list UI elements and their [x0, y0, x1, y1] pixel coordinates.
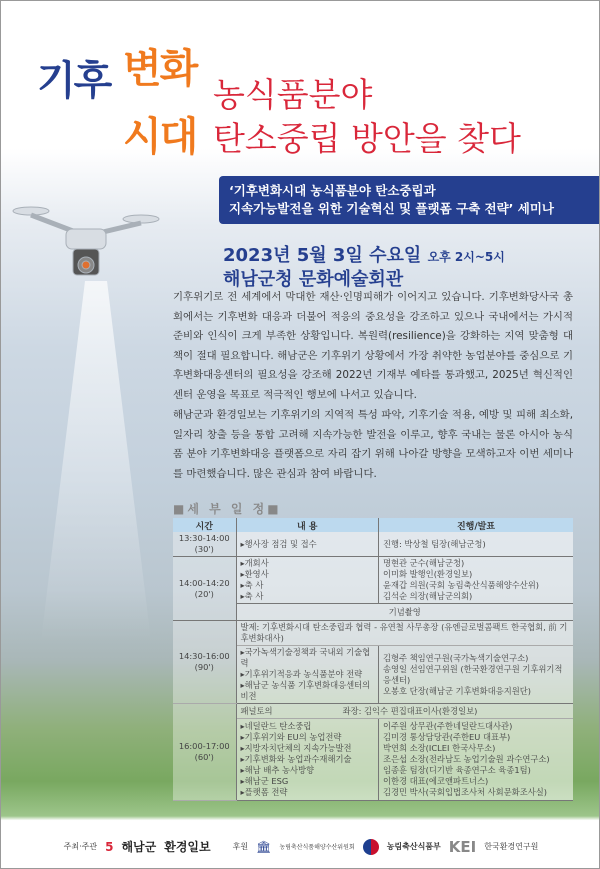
list-item: ▸국가녹색기술정책과 국내외 기술협력 [240, 647, 371, 668]
time-cell [173, 532, 236, 557]
kei-logo: KEI [448, 837, 477, 856]
headline-line2: 탄소중립 방안을 찾다 [213, 119, 521, 158]
list-item: 진행: 박상철 팀장(해남군청) [382, 538, 486, 549]
time-cell [173, 704, 236, 801]
drone-illustration [11, 181, 161, 301]
time: 14:00-14:20 [178, 577, 230, 588]
sponsor-label: 후원 [232, 842, 249, 851]
table-row [173, 557, 573, 604]
table-row [173, 704, 573, 719]
presenter-cell [378, 557, 573, 604]
host-hkbo: 환경일보 [164, 840, 211, 854]
content-cell [236, 532, 378, 557]
list-item: 오봉호 단장(해남군 기후변화대응지원단) [382, 685, 531, 696]
list-item: 김경민 박사(국회입법조사처 사회문화조사실) [382, 787, 547, 797]
host-haenam: 해남군 [121, 840, 157, 854]
list-item: ▸네덜란드 탄소중립 [240, 721, 312, 731]
presenter-cell [378, 646, 573, 704]
assembly-icon: 🏛 [256, 839, 272, 854]
list-item: ▸환영사 [240, 569, 269, 579]
haenam-logo-mark: 5 [105, 839, 114, 854]
presenter-cell [378, 532, 573, 557]
panel-row [236, 704, 573, 719]
list-item: ▸축 사 [240, 580, 264, 590]
list-item: 이한경 대표(에코앤파트너스) [382, 776, 489, 786]
list-item: 조은섭 소장(전라남도 농업기술원 과수연구소) [382, 754, 550, 764]
list-item: ▸해남군 농식품 기후변화대응센터의 비전 [240, 680, 371, 701]
sponsor-ministry: 농림축산식품부 [386, 842, 441, 851]
headline-line1: 농식품분야 [213, 75, 373, 114]
time: 13:30-14:00 [178, 533, 230, 543]
spray-beam [41, 281, 151, 641]
list-item: ▸행사장 점검 및 접수 [240, 538, 317, 549]
list-item: ▸해남 배추 농사방향 [240, 765, 315, 775]
list-item: 임종훈 팀장(디기반 육종연구소 육종1팀) [382, 765, 531, 775]
seminar-banner [219, 176, 600, 224]
title-byeonhwa: 변화 [123, 46, 197, 92]
intro-paragraph-1: 기후위기로 전 세계에서 막대한 재산·인명피해가 이어지고 있습니다. 기후변화당사국 총회에서는 기후변화 대응과 더불어 적응의 중요성을 강조하고 있으나 국내에서는 가시적 준비와 인식이 크게 부족한 상황입니다. 복원력(resilience)을 강화하는 지역 맞춤형 대책이 절대 필요합니다. 해남군은 기후위기 상황에서 가장 취약한 농업분야를 중심으로 기후변화대응센터의 필요성을 강조해 2022년 기재부 예타를 통과했고, 2025년 혁신적인 센터 운영을 목표로 적극적인 행보에 나서고 있습니다. [173, 291, 573, 401]
keynote: 발제: 기후변화시대 탄소중립과 협력 - 유연철 사무총장 (유엔글로벌콤팩트 한국협회, 前 기후변화대사) [236, 621, 573, 646]
title-sidae: 시대 [123, 114, 197, 160]
list-item: 송영일 선임연구위원 (한국환경연구원 기후위기적응센터) [382, 663, 563, 685]
header-time: 시간 [173, 518, 236, 532]
duration: (90') [194, 662, 214, 672]
time: 16:00-17:00 [178, 741, 230, 751]
list-item: ▸기후위기와 EU의 농업전략 [240, 732, 342, 742]
duration: (60') [194, 752, 214, 762]
list-item: 명현관 군수(해남군청) [382, 558, 465, 568]
panel-chair: 좌장: 김익수 편집대표이사(환경일보) [342, 705, 478, 716]
sponsor-committee: 농림축산식품해양수산위원회 [279, 844, 355, 851]
header-content: 내 용 [236, 518, 378, 532]
content-cell [236, 646, 378, 704]
header-presenter: 진행/발표 [378, 518, 573, 532]
event-venue: 해남군청 문화예술회관 [223, 269, 404, 290]
content-cell [236, 719, 378, 801]
duration: (20') [194, 588, 214, 599]
duration: (30') [194, 544, 214, 554]
list-item: 김석순 의장(해남군의회) [382, 591, 473, 601]
list-item: ▸지방자치단체의 지속가능발전 [240, 743, 352, 753]
list-item: ▸기후위기적응과 농식품분야 전략 [240, 669, 363, 679]
list-item: ▸축 사 [240, 591, 264, 601]
banner-line2: 지속가능발전을 위한 기술혁신 및 플랫폼 구축 전략’ 세미나 [229, 201, 555, 216]
title-kihu: 기후 [37, 58, 111, 104]
time-cell [173, 557, 236, 621]
panel-label: 패널토의 [240, 705, 273, 716]
list-item: 김형주 책임연구원(국가녹색기술연구소) [382, 652, 529, 663]
photo-session: 기념촬영 [236, 604, 573, 621]
event-date-text: 2023년 5월 3일 수요일 [223, 245, 422, 266]
intro-paragraph-2: 해남군과 환경일보는 기후위기의 지역적 특성 파악, 기후기술 적용, 예방 및 피해 최소화, 일자리 창출 등을 통합 고려해 지속가능한 발전을 이루고, 향후 국내는 물론 아시아 농식품 분야 기후변화대응 플랫폼으로 자리 잡기 위해 나아갈 방향을 모색하고자 이번 세미나를 마련했습니다. 많은 관심과 참여 바랍니다. [173, 409, 573, 480]
footer-logos [1, 823, 600, 869]
banner-line1: ‘기후변화시대 농식품분야 탄소중립과 [229, 183, 436, 198]
time-cell [173, 621, 236, 704]
list-item: ▸개회사 [240, 558, 269, 568]
list-item: ▸기후변화와 농업과수재해기술 [240, 754, 352, 764]
schedule-table [173, 518, 573, 801]
host-label: 주최·주관 [63, 842, 98, 851]
list-item: ▸플랫폼 전략 [240, 787, 288, 797]
government-emblem-icon [363, 839, 379, 855]
schedule-title: ■세 부 일 정■ [173, 502, 282, 516]
event-time: 오후 2시~5시 [427, 250, 505, 264]
list-item: ▸해남군 ESG [240, 776, 289, 786]
list-item: 이미화 발행인(환경일보) [382, 569, 473, 579]
table-row [173, 532, 573, 557]
list-item: 박연희 소장(ICLEI 한국사무소) [382, 743, 496, 753]
table-row [173, 621, 573, 646]
time: 14:30-16:00 [178, 651, 230, 661]
list-item: 이주원 상무관(주한네덜란드대사관) [382, 721, 513, 731]
list-item: 김미경 통상담당관(주한EU 대표부) [382, 732, 511, 742]
list-item: 윤재갑 의원(국회 농림축산식품해양수산위) [382, 580, 539, 590]
sponsor-kei: 한국환경연구원 [484, 842, 539, 851]
event-date [223, 241, 505, 267]
table-header [173, 518, 573, 532]
presenter-cell [378, 719, 573, 801]
content-cell [236, 557, 378, 604]
